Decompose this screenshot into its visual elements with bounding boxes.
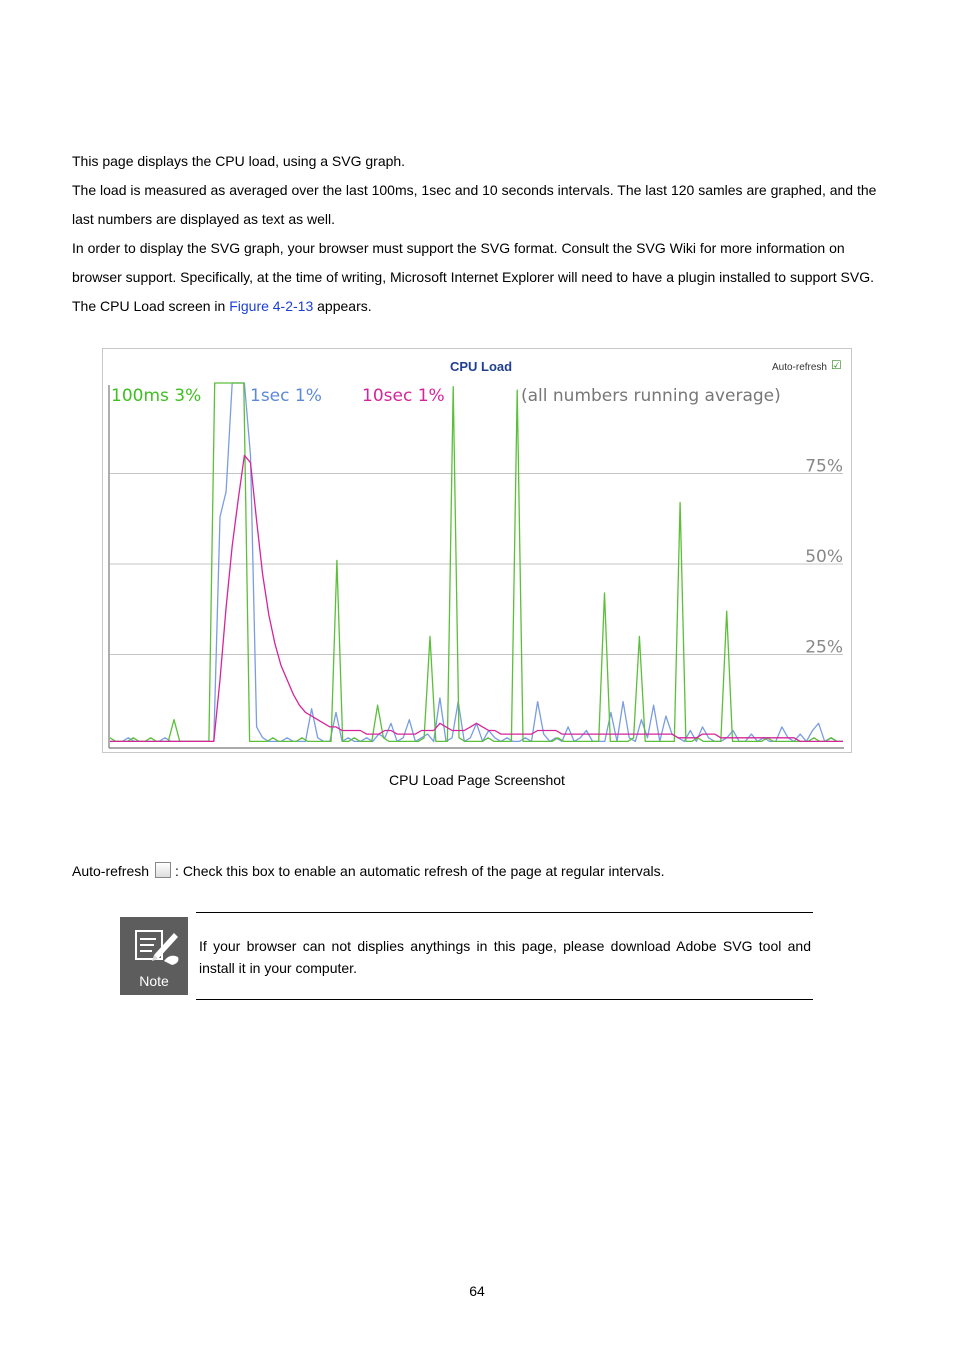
cpu-load-screenshot [102,348,852,753]
legend-note: (all numbers running average) [521,386,781,406]
checkbox-icon [155,862,171,878]
legend-100ms: 100ms 3% [111,386,202,406]
auto-refresh-checkbox[interactable]: ☑ [831,358,842,372]
chart-title: CPU Load [449,359,513,374]
tick-label-50: 50% [805,547,843,567]
pencil-paper-icon [120,917,188,977]
intro-line-3-suffix: appears. [313,298,372,314]
intro-line-2: The load is measured as averaged over the last 100ms, 1sec and 10 seconds intervals. The last 120 samles are graphed, and the last numbers are displayed as text as well. [72,182,877,227]
tick-label-25: 25% [805,637,843,658]
figure-link[interactable]: Figure 4-2-13 [229,298,314,314]
series-line-1sec [110,383,843,741]
auto-refresh-label: Auto-refresh [771,362,827,373]
page-number: 64 [469,1283,485,1299]
legend-1sec: 1sec 1% [250,386,322,406]
intro-line-1: This page displays the CPU load, using a SVG graph. [72,153,406,169]
intro-line-3-prefix: In order to display the SVG graph, your browser must support the SVG format. Consult the SVG Wiki for more information on browser support. Specifically, at the time of writing, Microsoft Internet Explorer will need to have a plugin installed to support SVG. The CPU Load screen in [72,240,875,314]
auto-refresh-term: Auto-refresh [72,863,150,879]
note-icon-label: Note [139,973,169,989]
cpu-load-chart [103,349,851,752]
note-bottom-rule [196,999,813,1000]
note-icon [120,917,188,995]
tick-label-75: 75% [805,456,843,477]
series-line-100ms [110,383,843,741]
intro-line-3 [72,234,884,321]
note-text: If your browser can not displies anythings in this page, please download Adobe SVG tool and install it in your computer. [199,938,811,976]
auto-refresh-text: : Check this box to enable an automatic refresh of the page at regular intervals. [175,863,665,879]
note-top-rule [196,912,813,913]
series-line-10sec [110,455,843,741]
figure-caption: CPU Load Page Screenshot [389,772,565,788]
auto-refresh-description [72,860,665,882]
legend-10sec: 10sec 1% [362,386,445,406]
